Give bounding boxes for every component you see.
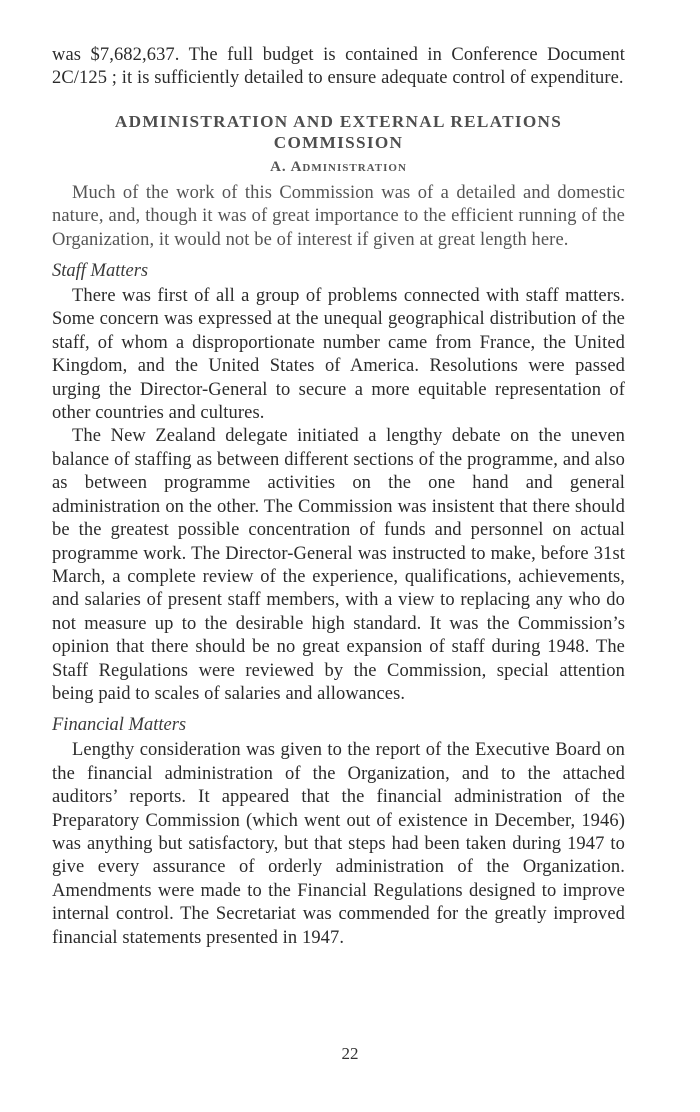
financial-matters-heading: Financial Matters — [52, 715, 187, 736]
staff-matters-paragraph-2: The New Zealand delegate initiated a lengthy debate on the uneven balance of staffing as between different sections of the programme, and also as between programme activities on the one hand and general administration on the other. The Commission was insistent that there should be the greatest possible concentration of funds and personnel on actual programme work. The Director-General was instructed to make, before 31st March, a complete review of the experience, qualifications, achievements, and salaries of present staff members, with a view to replacing any who do not measure up to the desirable high standard. It was the Commission’s opinion that there should be no great expansion of staff during 1948. The Staff Regulations were reviewed by the Commission, special attention being paid to scales of salaries and allowances. — [52, 426, 625, 704]
commission-title: ADMINISTRATION AND EXTERNAL RELATIONS COMMISSION — [114, 111, 563, 152]
page-number: 22 — [341, 1044, 359, 1063]
section-intro-paragraph: Much of the work of this Commission was of a detailed and domestic nature, and, though it was of great importance to the efficient running of the Organization, it would not be of interest if given at great length here. — [52, 182, 625, 250]
staff-matters-heading: Staff Matters — [52, 261, 149, 282]
document-page — [52, 44, 625, 1054]
intro-paragraph: was $7,682,637. The full budget is contained in Conference Document 2C/125 ; it is sufficiently detailed to ensure adequate control of expenditure. — [52, 45, 625, 89]
financial-matters-paragraph-1: Lengthy consideration was given to the report of the Executive Board on the financial administration of the Organization, and to the attached auditors’ reports. It appeared that the financial administration of the Preparatory Commission (which went out of existence in December, 1946) was anything but satisfactory, but that steps had been taken during 1947 to give every assurance of orderly administration of the Organization. Amendments were made to the Financial Regulations designed to improve internal control. The Secretariat was commended for the greatly improved financial statements presented in 1947. — [52, 740, 625, 948]
section-title: A. Administration — [270, 158, 407, 175]
staff-matters-paragraph-1: There was first of all a group of problems connected with staff matters. Some concern was expressed at the unequal geographical distribution of the staff, of whom a disproportionate number came from France, the United Kingdom, and the United States of America. Resolutions were passed urging the Director-General to secure a more equitable representation of other countries and cultures. — [52, 286, 625, 424]
